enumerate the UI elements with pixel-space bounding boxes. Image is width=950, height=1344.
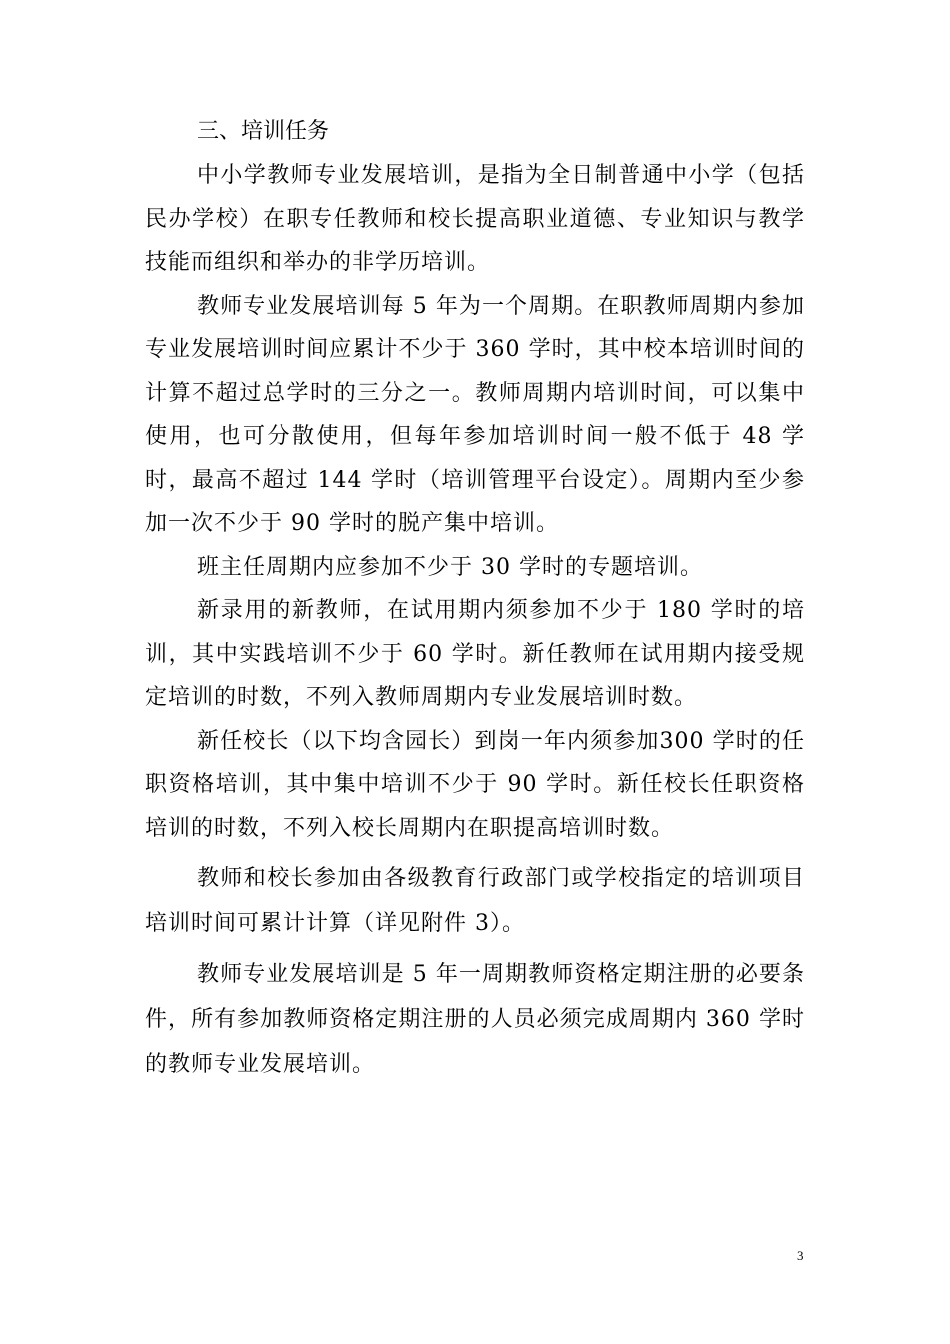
paragraph-registration: 教师专业发展培训是 5 年一周期教师资格定期注册的必要条件，所有参加教师资格定期注册的人员必须完成周期内 360 学时的教师专业发展培训。 bbox=[145, 962, 805, 1077]
document-body bbox=[145, 110, 805, 1087]
paragraph-definition: 中小学教师专业发展培训，是指为全日制普通中小学（包括民办学校）在职专任教师和校长提高职业道德、专业知识与教学技能而组织和举办的非学历培训。 bbox=[145, 163, 805, 275]
paragraph-new-teacher: 新录用的新教师，在试用期内须参加不少于 180 学时的培训，其中实践培训不少于 60 学时。新任教师在试用期内接受规定培训的时数，不列入教师周期内专业发展培训时数。 bbox=[145, 598, 805, 710]
paragraph-head-teacher: 班主任周期内应参加不少于 30 学时的专题培训。 bbox=[197, 554, 703, 580]
paragraph-new-principal: 新任校长（以下均含园长）到岗一年内须参加300 学时的任职资格培训，其中集中培训不少于 90 学时。新任校长任职资格培训的时数，不列入校长周期内在职提高培训时数。 bbox=[145, 728, 805, 841]
page-number: 3 bbox=[797, 1248, 804, 1263]
paragraph-teacher-cycle: 教师专业发展培训每 5 年为一个周期。在职教师周期内参加专业发展培训时间应累计不少于 360 学时，其中校本培训时间的计算不超过总学时的三分之一。教师周期内培训时间，可以集中使用，也可分散使用，但每年参加培训时间一般不低于 48 学时，最高不超过 144 学时（培训管理平台设定）。周期内至少参加一次不少于 90 学时的脱产集中培训。 bbox=[145, 293, 805, 536]
section-heading: 三、培训任务 bbox=[197, 119, 330, 144]
paragraph-cumulative: 教师和校长参加由各级教育行政部门或学校指定的培训项目培训时间可累计计算（详见附件 3）。 bbox=[145, 866, 805, 936]
